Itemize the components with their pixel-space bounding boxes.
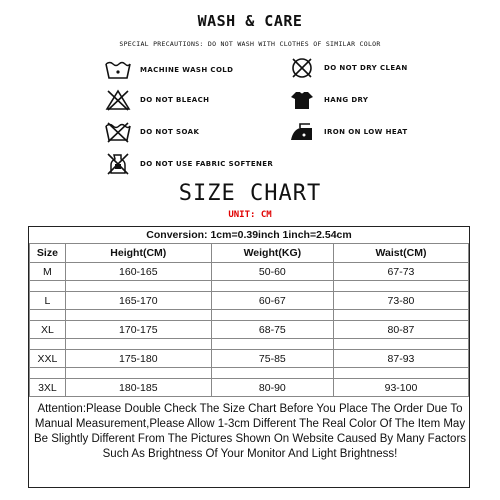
care-item-dry-clean	[288, 56, 408, 80]
cell-weight: 68-75	[211, 321, 333, 339]
care-label: DO NOT DRY CLEAN	[324, 64, 408, 72]
cell-size: XXL	[30, 350, 66, 368]
cell-height: 160-165	[65, 263, 211, 281]
size-table	[29, 243, 469, 397]
header-weight: Weight(KG)	[211, 244, 333, 263]
table-row	[30, 350, 469, 368]
machine-wash-cold-icon	[104, 58, 132, 82]
care-item-iron	[288, 120, 408, 144]
cell-waist: 67-73	[333, 263, 468, 281]
cell-size: 3XL	[30, 379, 66, 397]
care-item-bleach	[104, 88, 209, 112]
unit-label: UNIT: CM	[228, 210, 272, 220]
do-not-soak-icon	[104, 120, 132, 144]
iron-low-heat-icon	[288, 120, 316, 144]
cell-waist: 73-80	[333, 292, 468, 310]
cell-size: M	[30, 263, 66, 281]
table-spacer-row	[30, 310, 469, 321]
special-precautions: SPECIAL PRECAUTIONS: DO NOT WASH WITH CLOTHES OF SIMILAR COLOR	[119, 40, 381, 48]
conversion-note: Conversion: 1cm=0.39inch 1inch=2.54cm	[29, 227, 469, 244]
cell-height: 175-180	[65, 350, 211, 368]
table-spacer-row	[30, 339, 469, 350]
table-header-row	[30, 244, 469, 263]
care-label: IRON ON LOW HEAT	[324, 128, 408, 136]
table-spacer-row	[30, 368, 469, 379]
cell-height: 165-170	[65, 292, 211, 310]
care-item-softener	[104, 152, 273, 176]
do-not-bleach-icon	[104, 88, 132, 112]
cell-size: L	[30, 292, 66, 310]
care-item-machine-wash	[104, 58, 233, 82]
cell-height: 180-185	[65, 379, 211, 397]
header-size: Size	[30, 244, 66, 263]
table-row	[30, 321, 469, 339]
care-label: DO NOT BLEACH	[140, 96, 210, 104]
cell-weight: 60-67	[211, 292, 333, 310]
care-label: DO NOT USE FABRIC SOFTENER	[140, 160, 274, 168]
care-label: HANG DRY	[324, 96, 369, 104]
cell-size: XL	[30, 321, 66, 339]
wash-care-title: WASH & CARE	[197, 12, 303, 30]
cell-height: 170-175	[65, 321, 211, 339]
care-label: DO NOT SOAK	[140, 128, 200, 136]
do-not-dry-clean-icon	[288, 56, 316, 80]
care-item-soak	[104, 120, 199, 144]
size-chart-title: SIZE CHART	[178, 181, 322, 206]
attention-note: Attention:Please Double Check The Size Chart Before You Place The Order Due To Manual Measurement,Please Allow 1-3cm Different The Real Color Of The Item May Be Slightly Different From The Pictures Shown On Website Caused By Many Factors Such As Brightness Of Your Monitor And Light Brightness!	[33, 403, 467, 460]
header-waist: Waist(CM)	[333, 244, 468, 263]
table-row	[30, 263, 469, 281]
table-row	[30, 292, 469, 310]
no-fabric-softener-icon	[104, 152, 132, 176]
cell-waist: 80-87	[333, 321, 468, 339]
size-chart-box	[28, 226, 470, 488]
cell-waist: 87-93	[333, 350, 468, 368]
cell-waist: 93-100	[333, 379, 468, 397]
care-item-hang-dry	[288, 88, 368, 112]
cell-weight: 75-85	[211, 350, 333, 368]
cell-weight: 50-60	[211, 263, 333, 281]
table-spacer-row	[30, 281, 469, 292]
table-row	[30, 379, 469, 397]
hang-dry-icon	[288, 88, 316, 112]
header-height: Height(CM)	[65, 244, 211, 263]
cell-weight: 80-90	[211, 379, 333, 397]
care-label: MACHINE WASH COLD	[140, 66, 234, 74]
